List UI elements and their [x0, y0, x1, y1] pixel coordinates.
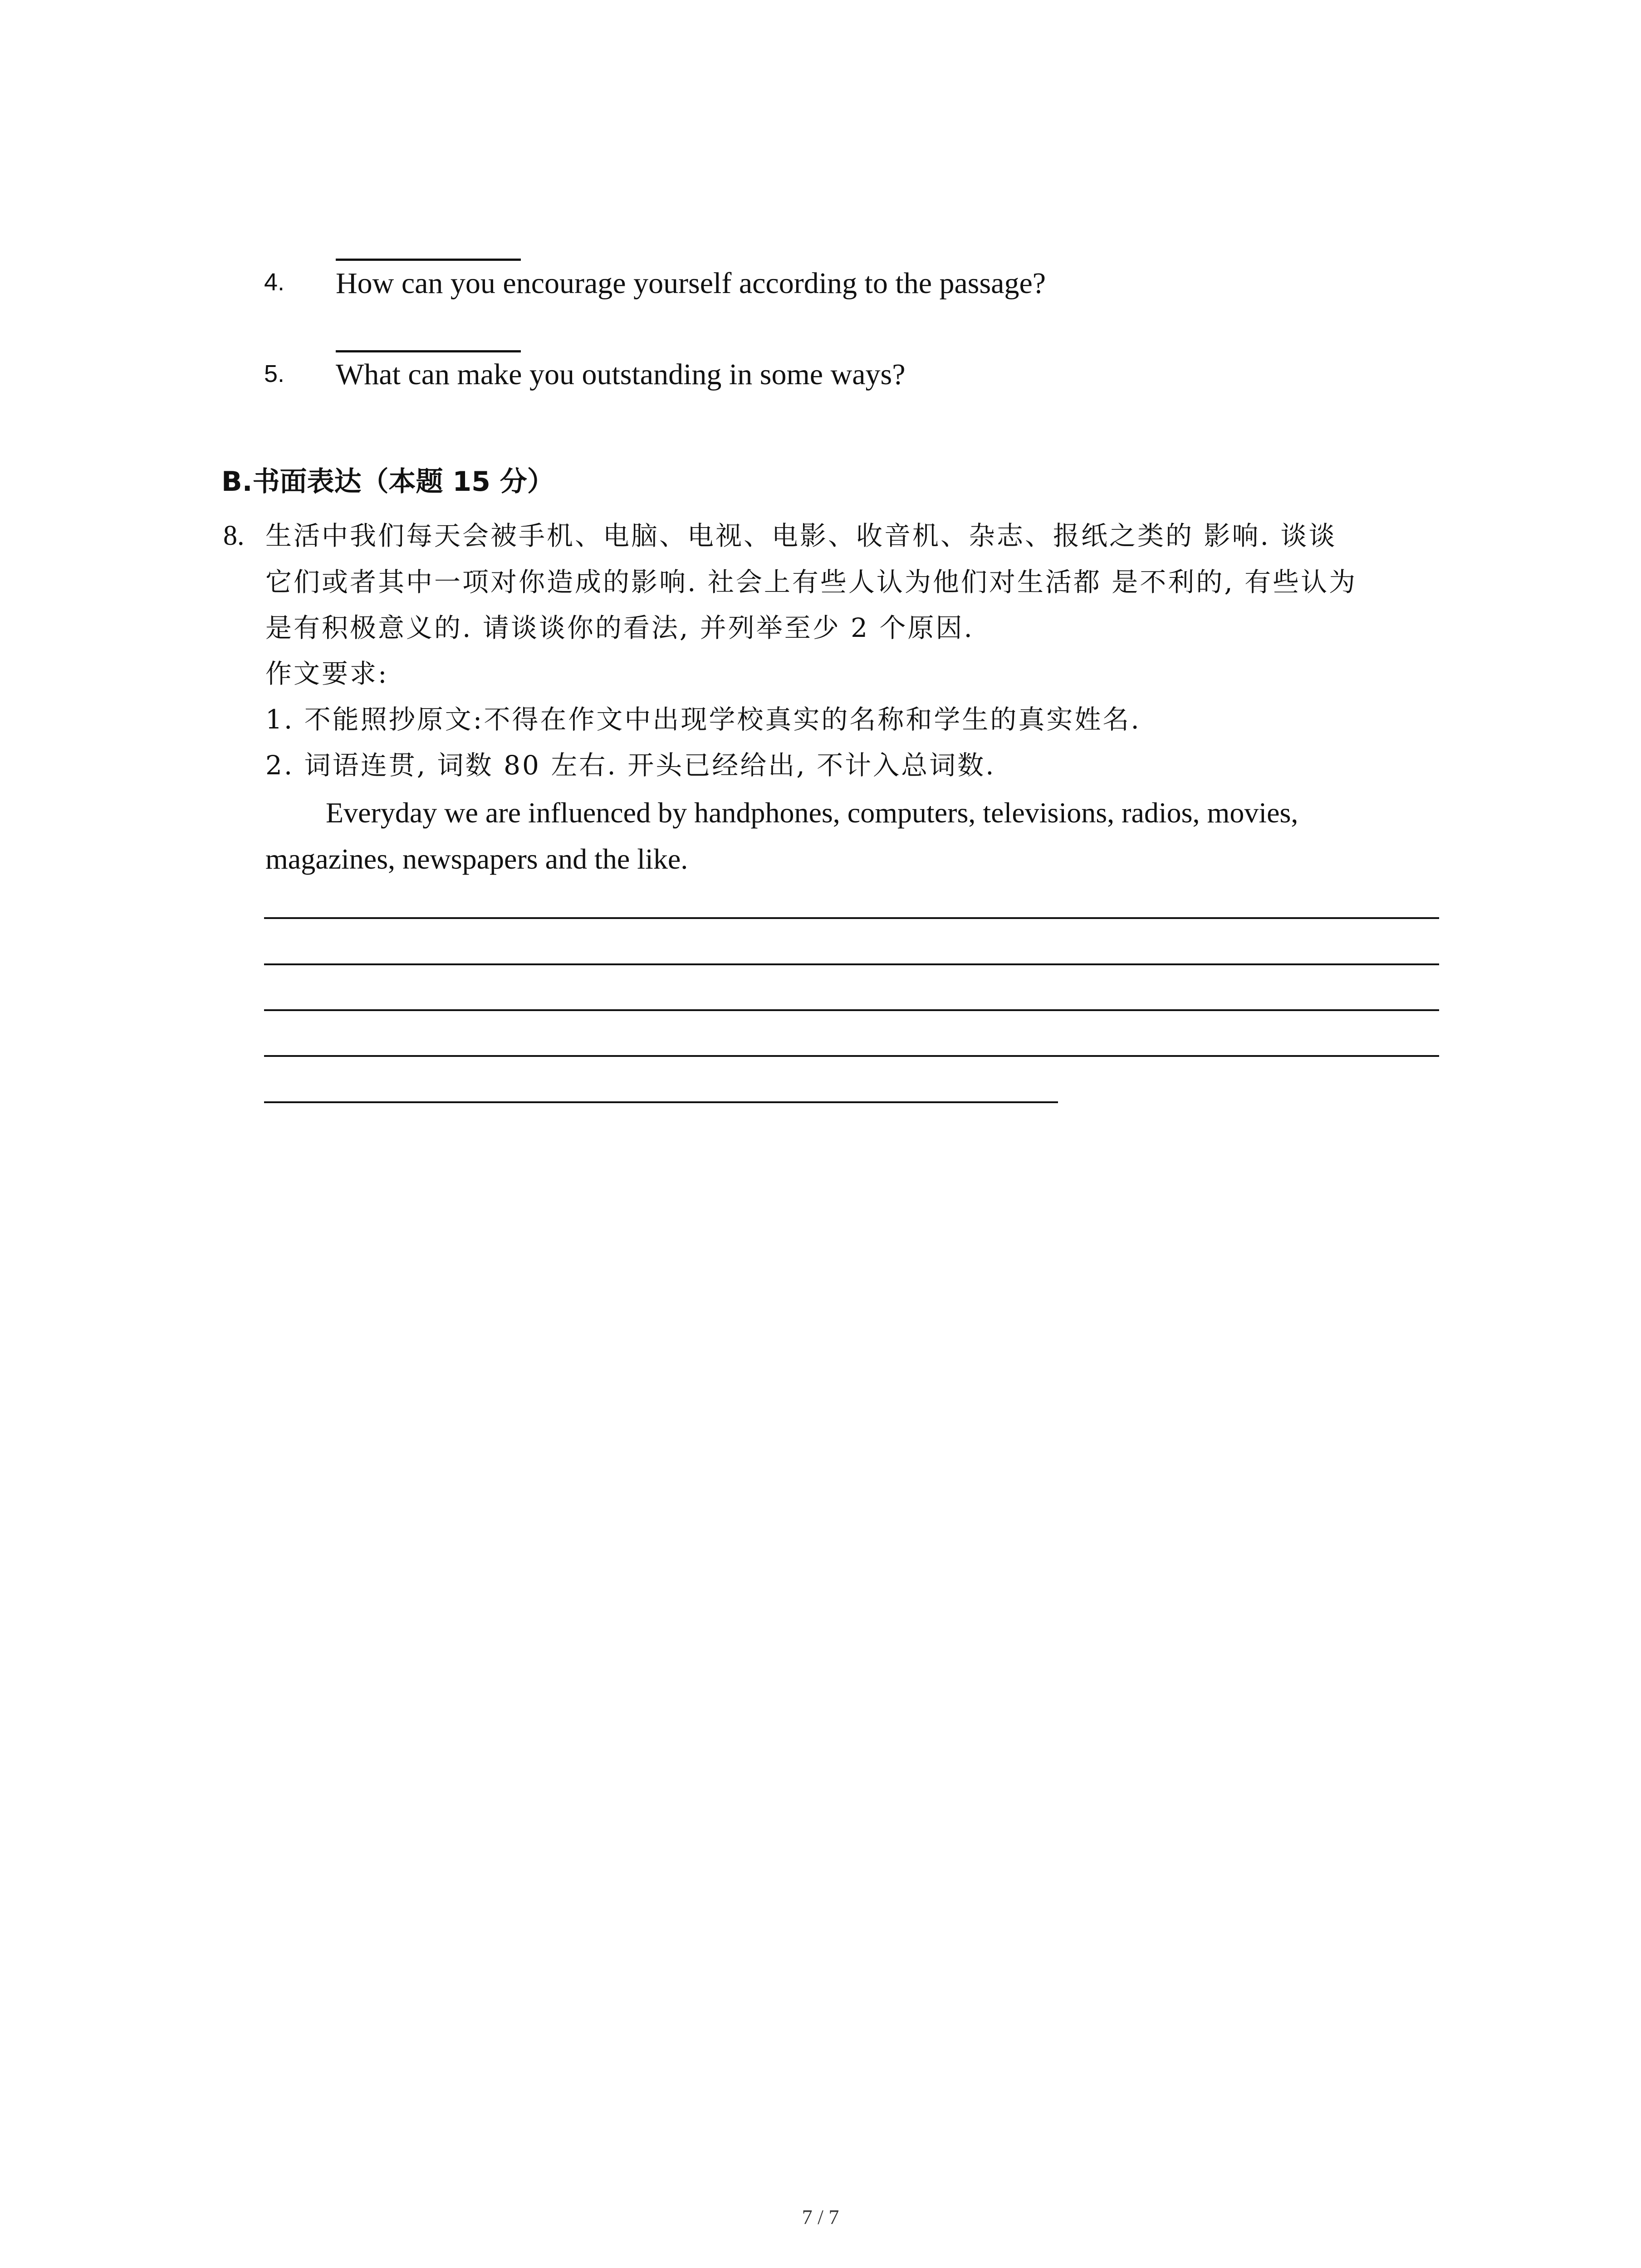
prompt-line-2: 它们或者其中一项对你造成的影响. 社会上有些人认为他们对生活都 是不利的, 有些认为	[265, 567, 1357, 597]
prompt-line-3: 是有积极意义的. 请谈谈你的看法, 并列举至少 2 个原因.	[265, 612, 974, 643]
section-heading: B.书面表达（本题 15 分）	[221, 466, 554, 498]
prompt-line-5: 1. 不能照抄原文:不得在作文中出现学校真实的名称和学生的真实姓名.	[265, 704, 1141, 735]
essay-answer-line-4[interactable]	[264, 1055, 1439, 1057]
question-text-5: What can make you outstanding in some ways?	[336, 358, 906, 391]
prompt-line-1: 生活中我们每天会被手机、电脑、电视、电影、收音机、杂志、报纸之类的 影响. 谈谈	[265, 520, 1337, 551]
prompt-line-4: 作文要求:	[265, 658, 389, 689]
question-number-5: 5.	[264, 360, 285, 387]
answer-blank-q4[interactable]	[336, 259, 521, 261]
essay-answer-line-3[interactable]	[264, 1009, 1439, 1011]
essay-answer-line-2[interactable]	[264, 963, 1439, 965]
essay-starter-line-1: Everyday we are influenced by handphones, computers, televisions, radios, movies,	[326, 797, 1298, 829]
essay-answer-line-5[interactable]	[264, 1101, 1058, 1103]
question-number-4: 4.	[264, 269, 285, 296]
essay-answer-line-1[interactable]	[264, 917, 1439, 919]
page-number: 7 / 7	[802, 2205, 839, 2229]
prompt-line-6: 2. 词语连贯, 词数 80 左右. 开头已经给出, 不计入总词数.	[265, 750, 996, 781]
question-text-4: How can you encourage yourself according to the passage?	[336, 267, 1046, 300]
essay-starter-line-2: magazines, newspapers and the like.	[265, 843, 688, 875]
answer-blank-q5[interactable]	[336, 350, 521, 352]
question-number-8: 8.	[223, 520, 245, 551]
